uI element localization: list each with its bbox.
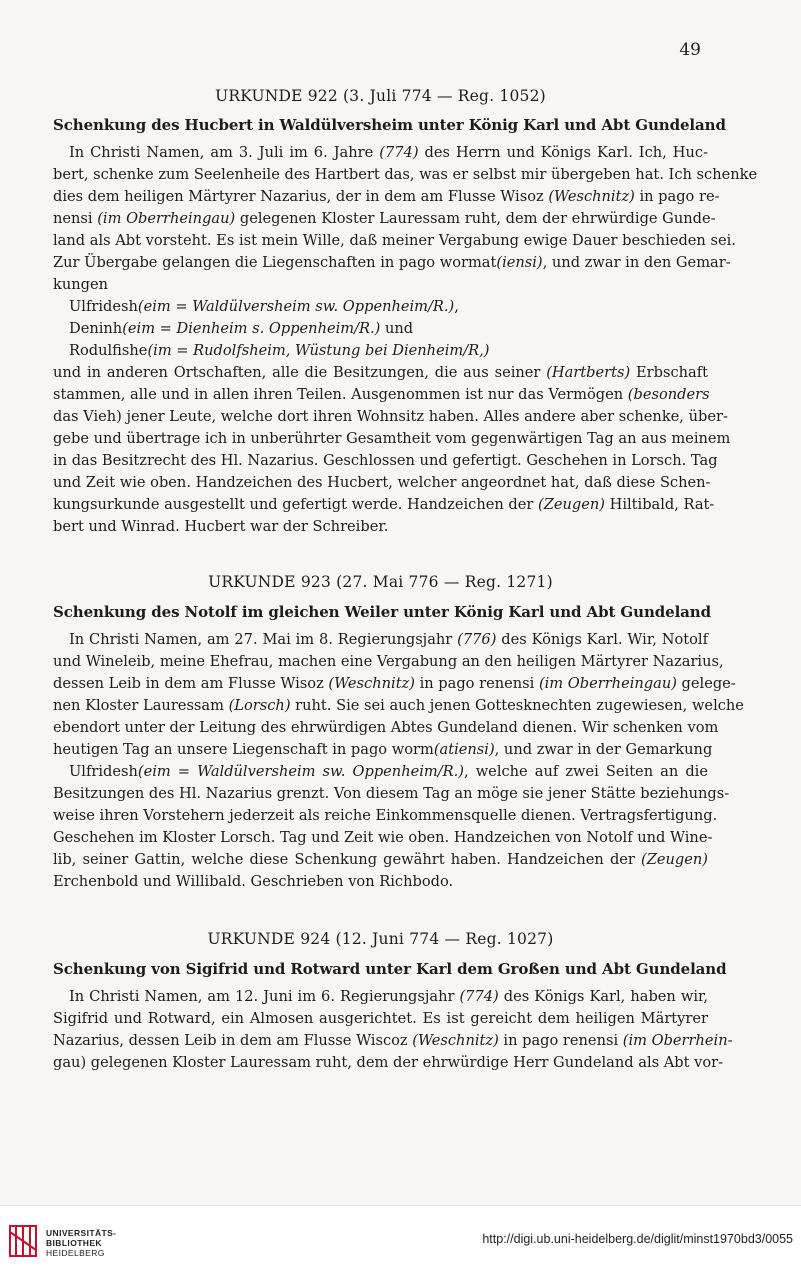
section-subheading: Schenkung von Sigifrid und Rotward unter Karl dem Großen und Abt Gundeland — [53, 960, 727, 978]
section-heading: URKUNDE 924 (12. Juni 774 — Reg. 1027) — [207, 930, 554, 948]
page-number: 49 — [679, 40, 701, 60]
text-line: In Christi Namen, am 3. Juli im 6. Jahre (774) des Herrn und Königs Karl. Ich, Huc- — [69, 144, 708, 161]
text-line: und in anderen Ortschaften, alle die Besitzungen, die aus seiner (Hartberts) Erbschaft — [53, 364, 709, 381]
section-body — [53, 986, 733, 1074]
text-line: Deninh(eim = Dienheim s. Oppenheim/R.) und — [69, 320, 414, 337]
text-line: dies dem heiligen Märtyrer Nazarius, der in dem am Flusse Wisoz (Weschnitz) in pago re- — [53, 188, 720, 205]
text-line: land als Abt vorsteht. Es ist mein Wille, daß meiner Vergabung ewige Dauer beschieden sei. — [53, 232, 736, 249]
text-line: nen Kloster Lauressam (Lorsch) ruht. Sie sei auch jenen Gottesknechten zugewiesen, welche — [53, 697, 744, 714]
text-line: lib, seiner Gattin, welche diese Schenkung gewährt haben. Handzeichen der (Zeugen) — [53, 851, 708, 868]
text-line: Ulfridesh(eim = Waldülversheim sw. Oppenheim/R.), — [69, 298, 459, 315]
text-line: dessen Leib in dem am Flusse Wisoz (Weschnitz) in pago renensi (im Oberrheingau) gelege- — [53, 675, 736, 692]
section-heading: URKUNDE 922 (3. Juli 774 — Reg. 1052) — [215, 87, 546, 105]
text-line: Besitzungen des Hl. Nazarius grenzt. Von diesem Tag an möge sie jener Stätte beziehungs- — [53, 785, 730, 802]
library-line-3: HEIDELBERG — [46, 1248, 105, 1258]
text-line: Ulfridesh(eim = Waldülversheim sw. Oppenheim/R.), welche auf zwei Seiten an die — [69, 763, 708, 780]
footer-bar — [0, 1205, 801, 1274]
text-line: kungen — [53, 276, 109, 293]
text-line: stammen, alle und in allen ihren Teilen. Ausgenommen ist nur das Vermögen (besonders — [53, 386, 710, 403]
section-subheading: Schenkung des Hucbert in Waldülversheim unter König Karl und Abt Gundeland — [53, 116, 726, 134]
text-line: In Christi Namen, am 12. Juni im 6. Regierungsjahr (774) des Königs Karl, haben wir, — [69, 988, 708, 1005]
text-line: gau) gelegenen Kloster Lauressam ruht, dem der ehrwürdige Herr Gundeland als Abt vor- — [53, 1054, 724, 1071]
text-line: und Zeit wie oben. Handzeichen des Hucbert, welcher angeordnet hat, daß diese Schen- — [53, 474, 711, 491]
section-subheading: Schenkung des Notolf im gleichen Weiler unter König Karl und Abt Gundeland — [53, 603, 711, 621]
text-line: ebendort unter der Leitung des ehrwürdigen Abtes Gundeland dienen. Wir schenken vom — [53, 719, 719, 736]
text-line: In Christi Namen, am 27. Mai im 8. Regierungsjahr (776) des Königs Karl. Wir, Notolf — [69, 631, 708, 648]
text-line: nensi (im Oberrheingau) gelegenen Kloster Lauressam ruht, dem der ehrwürdige Gunde- — [53, 210, 716, 227]
permalink-url[interactable]: http://digi.ub.uni-heidelberg.de/diglit/minst1970bd3/0055 — [482, 1232, 793, 1246]
text-line: und Wineleib, meine Ehefrau, machen eine Vergabung an den heiligen Märtyrer Nazarius, — [53, 653, 724, 670]
text-line: weise ihren Vorstehern jederzeit als reiche Einkommensquelle dienen. Vertragsfertigung. — [53, 807, 718, 824]
text-line: bert, schenke zum Seelenheile des Hartbert das, was er selbst mir übergeben hat. Ich schenke — [53, 166, 758, 183]
text-line: heutigen Tag an unsere Liegenschaft in pago worm(atiensi), und zwar in der Gemarkung — [53, 741, 713, 758]
section-body — [53, 629, 744, 893]
section-heading: URKUNDE 923 (27. Mai 776 — Reg. 1271) — [208, 573, 553, 591]
text-line: das Vieh) jener Leute, welche dort ihren Wohnsitz haben. Alles andere aber schenke, über- — [53, 408, 728, 425]
section-body — [53, 142, 758, 538]
text-line: Erchenbold und Willibald. Geschrieben von Richbodo. — [53, 873, 454, 890]
library-line-2: BIBLIOTHEK — [46, 1238, 102, 1248]
text-line: Nazarius, dessen Leib in dem am Flusse Wiscoz (Weschnitz) in pago renensi (im Oberrhein- — [53, 1032, 733, 1049]
text-line: Zur Übergabe gelangen die Liegenschaften in pago wormat(iensi), und zwar in den Gemar- — [53, 254, 731, 271]
library-name — [46, 1228, 116, 1258]
text-line: bert und Winrad. Hucbert war der Schreiber. — [53, 518, 389, 535]
library-line-1: UNIVERSITÄTS- — [46, 1228, 117, 1238]
text-line: Geschehen im Kloster Lorsch. Tag und Zeit wie oben. Handzeichen von Notolf und Wine- — [53, 829, 713, 846]
text-line: Rodulfishe(im = Rudolfsheim, Wüstung bei Dienheim/R,) — [69, 342, 490, 359]
section-922 — [53, 87, 758, 538]
section-923 — [53, 573, 744, 893]
university-library-logo-icon — [8, 1224, 38, 1258]
section-924 — [53, 930, 733, 1074]
text-line: kungsurkunde ausgestellt und gefertigt werde. Handzeichen der (Zeugen) Hiltibald, Rat- — [53, 496, 715, 513]
text-line: gebe und übertrage ich in unberührter Gesamtheit vom gegenwärtigen Tag an aus meinem — [53, 430, 731, 447]
text-line: in das Besitzrecht des Hl. Nazarius. Geschlossen und gefertigt. Geschehen in Lorsch. Tag — [53, 452, 718, 469]
text-line: Sigifrid und Rotward, ein Almosen ausgerichtet. Es ist gereicht dem heiligen Märtyrer — [53, 1010, 708, 1027]
